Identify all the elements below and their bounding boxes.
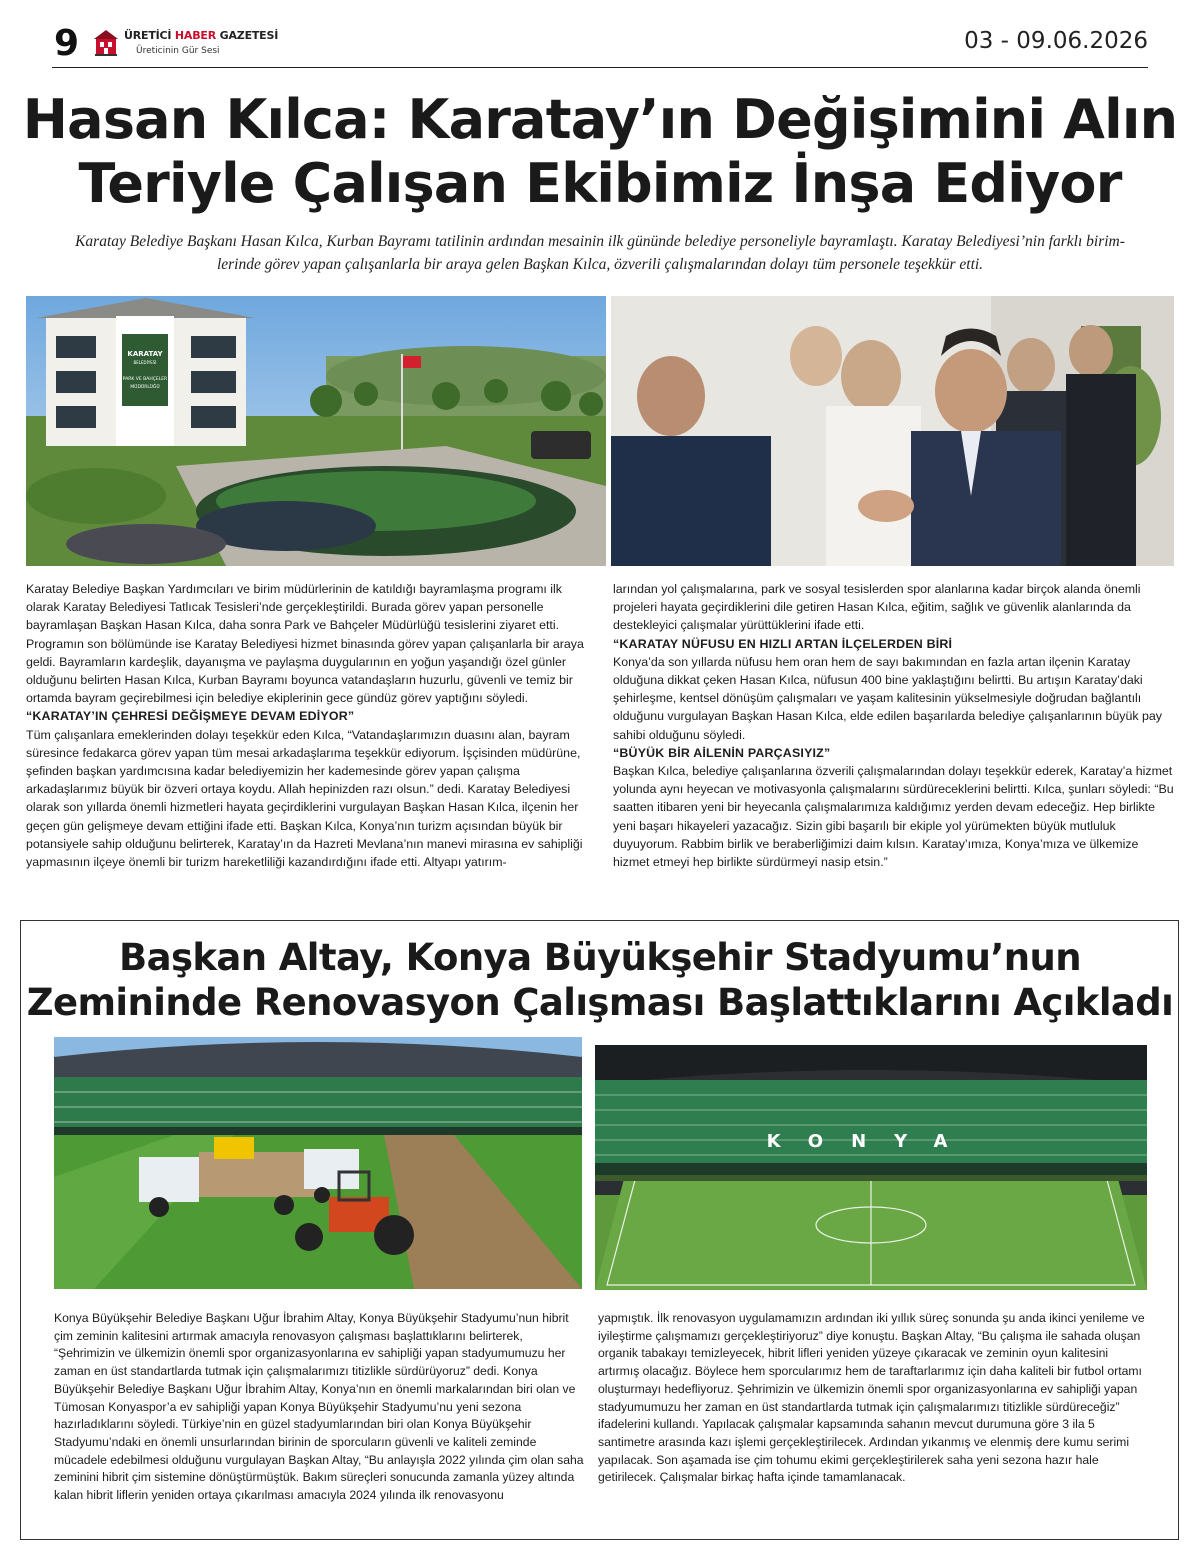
article2-headline-line1: Başkan Altay, Konya Büyükşehir Stadyumu’nun <box>118 936 1082 979</box>
article1-headline-line1: Hasan Kılca: Karatay’ın Değişimini Alın <box>22 88 1178 151</box>
sign-sub: BELEDİYESİ <box>133 360 157 365</box>
article2-paragraph: yapmıştık. İlk renovasyon uygulamamızın ardından iki yıllık süreç sonunda şu anda ikinci yenileme ve iyileştirme çalışmamızı gerçekleştiriyoruz” diye konuştu. Başkan Altay, “Bu çalışma ile sahada oluşan organik tabakayı temizleyecek, hibrit lifleri yeniden yüzeye çıkaracak ve zeminin oyun kalitesini artırmış olacağız. Böylece hem sporcularımız hem de taraftarlarımız için daha kaliteli bir futbol ortamı oluşturmayı hedefliyoruz. Şehrimizin ve ülkemizin önemli spor organizasyonlarına ev sahipliği yapan stadyumumuzu her zaman en üst standartlarda tutmak için çalışmalarımızı titizlikle sürdüreceğiz” ifadelerini kullandı. Yapılacak çalışmalar kapsamında sahanın mevcut durumuna göre 3 ila 5 santimetre arasında kazı işlemi gerçekleştirilecek. Ardından yıkanmış ve elenmiş dere kumu serimi yapılacak. Son aşamada ise çim tohumu ekimi gerçekleştirilerek saha yeni sezona hazır hale getirilecek. Çalışmalar birkaç hafta içinde tamamlanacak. <box>598 1311 1145 1485</box>
article2-paragraph: Konya Büyükşehir Belediye Başkanı Uğur İbrahim Altay, Konya Büyükşehir Stadyumu’nun hibrit çim zeminin kalitesini artırmak amacıyla renovasyon çalışması başlattıklarını belirterek, “Şehrimizin ve ülkemizin önemli spor organizasyonlarına ev sahipliği yapan stadyumumuzu her zaman en üst standartlarda tutmak için çalışmalarımızı titizlikle sürdürüyoruz” dedi. Konya Büyükşehir Belediye Başkanı Uğur İbrahim Altay, Konya’nın en önemli markalarından biri olan ve Tümosan Konyaspor’a ev sahipliği yapan Konya Büyükşehir Stadyumu’nu yeni sezona hazırladıklarını söyledi. Türkiye’nin en güzel stadyumlarından biri olan Konya Büyükşehir Stadyumu’ndaki en önemli unsurlarından birinin de sporcuların güvenli ve kaliteli zeminde mücadele edebilmesi olduğunu vurgulayan Başkan Altay, “Bu anlayışla 2022 yılında çim olan saha zeminini hibrit çim sistemine dönüştürmüştük. Bakım süreçleri sonucunda zamanla yüzey altında kalan hibrit liflerin yeniden ortaya çıkarılması amacıyla 2024 yılında ilk renovasyonu <box>54 1311 584 1503</box>
newspaper-slogan: Üreticinin Gür Sesi <box>136 46 220 56</box>
article1-paragraph: larından yol çalışmalarına, park ve sosyal tesislerden spor alanlarına kadar birçok alanda önemli projeleri hayata geçirdiklerini dile getiren Hasan Kılca, eğitim, sağlık ve güvenlik alanlarında da destekleyici çalışmalar yürüttüklerini ifade etti. <box>613 582 1141 633</box>
article1-headline-line2: Teriyle Çalışan Ekibimiz İnşa Ediyor <box>78 152 1122 215</box>
photo-park-bahceler-gathering <box>26 296 606 566</box>
article1-subheading: “BÜYÜK BİR AİLENİN PARÇASIYIZ” <box>613 745 831 760</box>
article2-headline <box>0 935 1200 1025</box>
article1-subheading: “KARATAY’IN ÇEHRESİ DEĞİŞMEYE DEVAM EDİYOR” <box>26 709 355 724</box>
article1-paragraph: Konya’da son yıllarda nüfusu hem oran hem de sayı bakımından en fazla artan ilçenin Karatay olduğuna dikkat çeken Hasan Kılca, nüfusun 400 bine yaklaştığını belirtti. Bu artışın Karatay’daki şehirleşme, kentsel dönüşüm çalışmaları ve yaşam kalitesinin yükselmesiyle doğrudan bağlantılı olduğunu vurgulayan Başkan Hasan Kılca, elde edilen başarılarda belediye çalışanlarının büyük pay sahibi olduğunu söyledi. <box>613 654 1162 742</box>
masthead <box>52 20 1148 68</box>
sign-dept: PARK VE BAHÇELER <box>122 377 168 382</box>
article1-paragraph: Başkan Kılca, belediye çalışanlarına özverili çalışmalarından dolayı teşekkür ederek, Karatay’a hizmet yolunda aynı heyecan ve motivasyonla çalışmalarını sürdüreceklerini belirtti. Kılca, şunları söyledi: “Bu saatten itibaren yeni bir heyecanla çalışmalarımıza kaldığımız yerden devam edeceğiz. Hep birlikte yeni başarı hikayeleri yazacağız. Sizin gibi başarılı bir ekiple yol yürümekten büyük mutluluk duyuyorum. Rabbim birlik ve beraberliğimizi daim kılsın. Karatay’ımıza, Konya’mıza ve ülkemize hizmet etmeyi hep birlikte sürdürmeyi nasip etsin.” <box>613 764 1174 870</box>
photo-handshake-staff <box>611 296 1174 566</box>
article1-headline <box>20 88 1180 216</box>
stadium-seat-letters: KONYA <box>766 1131 976 1152</box>
newspaper-logo-icon <box>92 28 120 58</box>
article1-column1 <box>26 580 592 900</box>
article2-column2 <box>598 1310 1146 1487</box>
issue-date: 03 - 09.06.2026 <box>964 28 1148 54</box>
page-number: 9 <box>54 23 80 64</box>
article2-column1 <box>54 1310 584 1505</box>
article1-paragraph: Karatay Belediye Başkan Yardımcıları ve birim müdürlerinin de katıldığı bayramlaşma programı ilk olarak Karatay Belediyesi Tatlıcak Tesisleri’nde gerçekleştirildi. Burada görev yapan personelle bayramlaşan Başkan Hasan Kılca, daha sonra Park ve Bahçeler Müdürlüğü tesislerini ziyaret etti. Programın son bölümünde ise Karatay Belediyesi hizmet binasında görev yapan çalışanlarla bir araya geldi. Bayramların kardeşlik, dayanışma ve paylaşma duygularının en yoğun yaşandığı özel günler olduğunu belirten Hasan Kılca, Kurban Bayramı boyunca vatandaşların huzurlu, güvenli ve temiz bir ortamda bayram geçirebilmesi için belediye ekiplerinin gece gündüz görev yaptığını söyledi. <box>26 582 584 706</box>
photo-pitch-renovation-vehicles <box>54 1037 582 1289</box>
sign-brand: KARATAY <box>127 350 163 358</box>
photo-konya-stadium <box>595 1045 1147 1290</box>
article1-lead: Karatay Belediye Başkanı Hasan Kılca, Kurban Bayramı tatilinin ardından mesainin ilk gününde belediye personeliyle bayramlaştı. Karatay Belediyesi’nin farklı birim- lerinde görev yapan çalışanlarla bir araya gelen Başkan Kılca, özverili çalışmalarından dolayı tüm personele teşekkür etti. <box>75 233 1125 273</box>
article1-column2 <box>613 580 1175 900</box>
newspaper-logo-text: ÜRETİCİ HABER GAZETESİ <box>124 29 279 42</box>
article1-subheading: “KARATAY NÜFUSU EN HIZLI ARTAN İLÇELERDEN BİRİ <box>613 636 953 651</box>
sign-dept2: MÜDÜRLÜĞÜ <box>130 385 160 390</box>
article1-paragraph: Tüm çalışanlara emeklerinden dolayı teşekkür eden Kılca, “Vatandaşlarımızın duasını alan, bayram süresince fedakarca görev yapan tüm mesai arkadaşlarıma teşekkür ediyorum. İşçisinden müdürüne, şefinden başkan yardımcısına kadar belediyemizin her kademesinde görev yapan çalışma arkadaşlarımız büyük bir özveri ortaya koydu. Allah hepinizden razı olsun.” dedi. Karatay Belediyesi olarak son yıllarda önemli hizmetleri hayata geçirdiklerini vurgulayan Başkan Hasan Kılca, ilçenin her geçen gün gelişmeye devam ettiğini ifade etti. Başkan Kılca, Konya’nın turizm açısından büyük bir potansiyele sahip olduğunu belirterek, Karatay’ın da Hazreti Mevlana’nın manevi mirasına ev sahipliği yapmasının ilçeye önemli bir turizm hareketliliği kazandırdığını ifade etti. Altyapı yatırım- <box>26 727 583 870</box>
article2-headline-line2: Zemininde Renovasyon Çalışması Başlattıklarını Açıkladı <box>26 981 1174 1024</box>
